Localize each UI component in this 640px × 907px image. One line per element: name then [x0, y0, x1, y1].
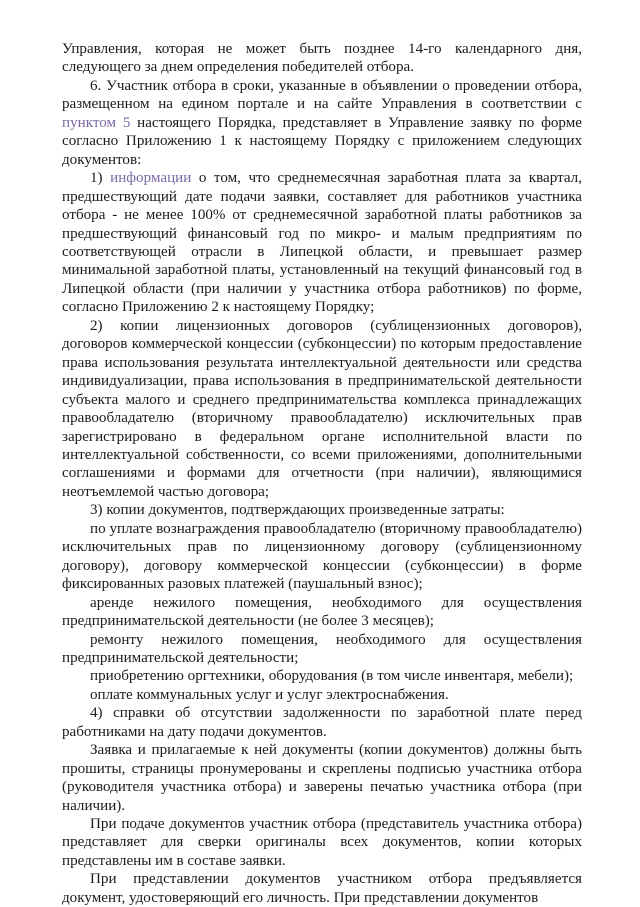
paragraph-subitem-2	[62, 317, 582, 502]
paragraph-expense-rent	[62, 594, 582, 631]
text-segment: приобретению оргтехники, оборудования (в том числе инвентаря, мебели);	[90, 668, 574, 685]
text-segment: о том, что среднемесячная заработная плата за квартал, предшествующий дате подачи заявки, составляет для работников участника отбора - не менее 100% от среднемесячной заработной платы работников за предшествующий финансовый год по микро- и малым предприятиям по соответствующей отрасли в Липецкой области, и превышает размер минимальной заработной платы, установленный на текущий финансовый год в Липецкой области (при наличии у участника отбора работников) по форме, согласно Приложению 2 к настоящему Порядку;	[62, 170, 582, 316]
cross-reference-link[interactable]: информации	[110, 170, 192, 187]
text-segment: Заявка и прилагаемые к ней документы (копии документов) должны быть прошиты, страницы пронумерованы и скреплены подписью участника отбора (руководителя участника отбора) и заверены печатью участника отбора (при наличии).	[62, 742, 582, 814]
paragraph-expense-equipment	[62, 667, 582, 685]
text-segment: 6. Участник отбора в сроки, указанные в объявлении о проведении отбора, размещенном на едином портале и на сайте Управления в соответствии с	[62, 77, 582, 113]
paragraph-subitem-4	[62, 704, 582, 741]
paragraph-identity	[62, 870, 582, 907]
text-segment: При подаче документов участник отбора (представитель участника отбора) представляет для сверки оригиналы всех документов, копии которых представлены им в составе заявки.	[62, 816, 582, 869]
paragraph-continuation	[62, 40, 582, 77]
paragraph-binding-requirements	[62, 741, 582, 815]
text-segment: по уплате вознаграждения правообладателю (вторичному правообладателю) исключительных прав по лицензионному договору (сублицензионному договору), договору коммерческой концессии (субконцессии) в форме фиксированных разовых платежей (паушальный взнос);	[62, 520, 582, 593]
text-segment: аренде нежилого помещения, необходимого для осуществления предпринимательской деятельности (не более 3 месяцев);	[62, 594, 582, 630]
text-segment: 3) копии документов, подтверждающих произведенные затраты:	[90, 502, 505, 519]
paragraph-originals	[62, 815, 582, 870]
text-segment: 2) копии лицензионных договоров (сублицензионных договоров), договоров коммерческой концессии (субконцессии) по которым предоставление права использования результата интеллектуальной деятельности или средства индивидуализации, права использования в предпринимательской деятельности субъекта малого и среднего предпринимательства комплекса принадлежащих правообладателю (вторичному правообладателю) исключительных прав зарегистрировано в федеральном органе исполнительной власти по интеллектуальной собственности, со всеми приложениями, дополнительными соглашениями и формами для отчетности (при наличии), являющимися неотъемлемой частью договора;	[62, 317, 582, 500]
paragraph-subitem-3	[62, 501, 582, 519]
paragraph-expense-repair	[62, 631, 582, 668]
paragraph-subitem-1	[62, 169, 582, 317]
text-segment: 1)	[90, 170, 111, 187]
text-segment: При представлении документов участником отбора предъявляется документ, удостоверяющий его личность. При представлении документов	[62, 871, 582, 906]
text-segment: оплате коммунальных услуг и услуг электроснабжения.	[90, 686, 449, 703]
text-segment: 4) справки об отсутствии задолженности по заработной плате перед работниками на дату подачи документов.	[62, 705, 582, 740]
text-segment: Управления, которая не может быть позднее 14-го календарного дня, следующего за днем определения победителей отбора.	[62, 41, 582, 76]
cross-reference-link[interactable]: пунктом 5	[62, 114, 131, 131]
text-segment: ремонту нежилого помещения, необходимого для осуществления предпринимательской деятельности;	[62, 631, 582, 666]
text-segment: настоящего Порядка, представляет в Управление заявку по форме согласно Приложению 1 к настоящему Порядку с приложением следующих документов:	[62, 114, 582, 168]
paragraph-expense-royalty	[62, 520, 582, 594]
paragraph-expense-utilities	[62, 686, 582, 704]
document-page	[62, 40, 582, 907]
paragraph-item-6	[62, 77, 582, 169]
